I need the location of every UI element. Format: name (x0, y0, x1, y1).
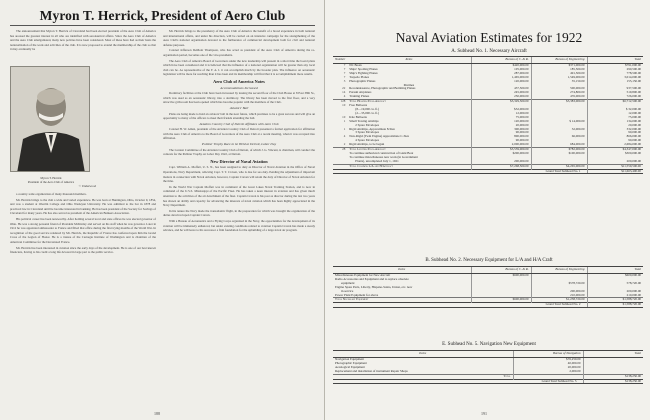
row-eng: $578,720.00 (531, 282, 587, 286)
table-header-cell: Total (587, 267, 643, 274)
row-total: $300,000.00 (587, 152, 643, 156)
table-b-title: B. Subhead No. 2. Necessary Equipment for L/A and H/A Craft (425, 258, 553, 263)
table-header-cell: Bureau of Navigation (513, 351, 583, 358)
row-eng: 185,500.00 (531, 68, 587, 72)
row-cr: 12,000.00 (471, 112, 531, 116)
notes-subheading: Pulitzer Trophy Race to be Held at Detroit, Labor Day (201, 142, 277, 147)
row-total: $11,559,500.00 (587, 164, 643, 169)
row-eng: 200,000.00 (531, 290, 587, 294)
row-cr: 120,000.00 (471, 120, 531, 124)
row-number: 7 (343, 74, 346, 79)
row-item: Rigid Airships, Approximate 8-Size (349, 126, 395, 131)
row-total: 726,000.00 (587, 95, 643, 99)
row-total: 200,000.00 (587, 160, 643, 164)
portrait-caption (6, 176, 96, 188)
table-header-cell: Bureau of Engineering (531, 57, 587, 64)
grand-total-value: $1,588,720.00 (587, 303, 643, 308)
row-number: 28 (333, 148, 347, 152)
row-cr: $600,000.00 (471, 274, 531, 278)
row-number: 3 (343, 78, 346, 83)
notes-subheading: Aviation Country Club of Detroit Affiliates with Aero Club (199, 121, 279, 126)
title-rule (10, 25, 315, 26)
table-header-cell: Bureau of Engineering (531, 267, 587, 274)
row-total: 90,000.00 (587, 139, 643, 143)
row-eng: $4,265,000.00 (531, 164, 587, 169)
row-total: 12,000.00 (587, 112, 643, 116)
row-cr: 437,500.00 (471, 87, 531, 91)
row-item: To continue authorized construction of Giant Boat (349, 150, 414, 155)
row-cr: $600,000.00 (471, 298, 531, 303)
row-cr: 90,000.00 (471, 139, 531, 143)
herrick-paragraph: Mr. Herrick brings to the presidency of the Aero Club of America the benefit of a broad experience in both national and international affairs, and under his direction, will be carried on an intensive campaign for the strengthening of the Aero Club's national organization devoted to the furtherance of commercial development both for civil and national defense purposes. (163, 29, 315, 47)
director-paragraph: In the World War Captain Moffett was in command of the Great Lakes Naval Training Station, and is now in command of the U.S.S. Mississippi of the Pacific Fleet. He has taken a keen interest in aviation and has given much attention to the activities of the air detachment of the fleet. Captain Craven is his post as director during the last two years has shown an ability and capacity for advancing the interests of naval aviation which has been highly appreciated in the Navy Department. (163, 184, 315, 208)
row-eng: $ 14,000.00 (531, 120, 587, 124)
grand-total-label: Grand Total Subhead No. 5 (333, 379, 583, 384)
row-eng: $3,383,000.00 (531, 100, 587, 104)
row-item: Training Planes (349, 94, 370, 99)
row-nav: $76,250.00 (513, 358, 583, 362)
row-item: 2 Spare Envelopes (355, 122, 380, 127)
row-eng: 35,150.00 (531, 80, 587, 84)
row-total: $1,588,720.00 (587, 298, 643, 303)
herrick-portrait (10, 66, 90, 172)
row-cr: 20,000.00 (471, 124, 531, 128)
row-item: Miscellaneous Equipment for New Aircraft (335, 273, 391, 277)
row-total: 20,000.00 (587, 124, 643, 128)
row-cr: 245,000.00 (471, 91, 531, 95)
table-a-title: A. Subhead No. 1. Necessary Aircraft (451, 49, 527, 54)
herrick-paragraph: Colonel Jefferson DeMont Thompson, who has acted as president of the Aero Club of America during the re-organization period, becomes one of the vice-presidents. (163, 48, 315, 57)
notes-subheading: Accommodations Increased (220, 85, 258, 90)
table-header-row (333, 351, 643, 358)
row-cr: 2,000,000.00 (471, 143, 531, 147)
row-total: $138,250.00 (583, 374, 643, 379)
row-cr: 75,000.00 (471, 116, 531, 120)
row-total: $600,000.00 (587, 274, 643, 278)
row-total: 200,000.00 (587, 290, 643, 294)
row-item: (8—19,000 cu. ft.) (355, 106, 380, 111)
row-item: Photographic Equipment (335, 360, 367, 365)
row-cr: 105,000.00 (471, 68, 531, 72)
row-number: 10 (342, 103, 346, 108)
row-cr: 1,465,000.00 (471, 76, 531, 80)
table-e (333, 350, 643, 384)
row-number: 7 (343, 66, 346, 71)
row-cr: 200,000.00 (471, 160, 531, 164)
row-cr: $3,329,500.00 (471, 100, 531, 104)
notes-paragraph: Plans are being made to hold an aviators' ball in the near future, which promises to be a great success and will give an opportunity to many of the officers to meet their friends attending the ball. (163, 111, 315, 121)
left-page-number: 188 (154, 411, 160, 416)
row-item: To continue miscellaneous new work (in Government (349, 154, 418, 159)
row-item: Pursuit Airplanes (349, 90, 372, 95)
biography-paragraph: Mr. Herrick has been interested in aviation since the early days of the development. He is one of our best known financiers, having to his credit a long life devoted in large part to the public service. (10, 245, 156, 255)
row-number: 128 (333, 100, 347, 104)
row-item: Rigid Airships, to be begun (349, 142, 385, 147)
row-total: 210,000.00 (587, 294, 643, 298)
row-item: Marines (403, 82, 415, 87)
row-eng: 66,000.00 (531, 135, 587, 139)
table-header-cell: Bureau of C. & R. (471, 267, 531, 274)
table-header-cell: Items (347, 57, 471, 64)
row-item: Photographic Planes (349, 78, 376, 83)
row-item: Reconnaissance, Photographic and Bombing Planes (349, 86, 416, 91)
notes-subheading: Aviators' Ball (229, 105, 249, 110)
notes-paragraph: Dormitory facilities at the Club have been increased by leasing the second floor of the Club House at 8 East 38th St., which was used as an aeronautic library, into a dormitory. The library has been moved to the first floor, and a very attractive grill-room has been opened which has become popular with the members of the Club. (163, 91, 315, 105)
row-cr: $7,268,500.00 (471, 164, 531, 169)
row-total: $791,000.00 (587, 64, 643, 68)
row-total: $4,347,000.00 (587, 148, 643, 152)
table-b (333, 266, 643, 308)
row-item: Plants), uncompleted July 1, 1921 (355, 158, 399, 163)
row-number: 4 (343, 94, 346, 99)
row-item: Total Necessary Equipment (333, 298, 471, 303)
row-item: Power Plant Equipment for above (335, 292, 379, 297)
right-page-title: Naval Aviation Estimates for 1922 (395, 30, 583, 45)
row-item: equipment (341, 280, 355, 285)
row-eng: $782,000.00 (531, 148, 587, 152)
portrait-image (11, 67, 90, 172)
row-item: Small Towing Airships (349, 118, 379, 123)
grand-total-row (333, 379, 643, 384)
table-header-cell: Total (583, 351, 643, 358)
director-heading: New Director of Naval Aviation (210, 158, 268, 164)
row-nav: 2,000.00 (513, 370, 583, 374)
row-total: 332,000.00 (587, 128, 643, 132)
notes-heading: Aero Club of America Notes (213, 78, 265, 84)
table-header-cell: Number (333, 57, 347, 64)
right-page (325, 0, 650, 420)
row-item: Replacement and installation of instrument Repair Shops (335, 368, 408, 373)
director-paragraph: Capt. William A. Moffett, U. S. N., has been assigned to duty as Director of Naval Aviation in the Office of Naval Operations, Navy Department, relieving Capt. T. T. Craven, who is due for sea duty. Pending the adjustment of important matters in connection with Naval Aviation, however, Captain Craven will retain the duty of Director of Naval Aviation for the time. (163, 165, 315, 184)
row-cr: 90,000.00 (471, 131, 531, 135)
grand-total-value: $11,663,400.00 (587, 169, 643, 174)
row-cr: $32,000.00 (471, 108, 531, 112)
intro-column (10, 29, 156, 65)
row-nav: 40,000.00 (513, 362, 583, 366)
row-eng: $371,000.00 (531, 64, 587, 68)
row-total: 3,014,000.00 (587, 76, 643, 80)
row-item: Total Heavier-Than-Aircraft (347, 100, 471, 104)
row-total: $ 32,000.00 (587, 108, 643, 112)
caption-name: Myron T. Herrick (40, 176, 62, 180)
row-item: NC Boats (349, 63, 362, 67)
biography-column (10, 192, 156, 410)
biography-paragraph: His political career has been noteworthy. After holding several local and state offices he was elected governor of Ohio. He was a strong personal friend of President McKinley and served on his staff when he was governor. Later in 1912 he was appointed ambassador to France and filled that office during the first trying months of the World War. In recognition of the good service rendered by Mr. Herrick, the Republic of France has conferred upon him the Grand Cross of the Legion of Honor. He is a trustee of the Carnegie Institute of Washington and is chairman of the American Committee for the Devastated France. (10, 216, 156, 244)
row-total: 90,000.00 (587, 131, 643, 135)
director-paragraph: With a Bureau of Aeronautics and a Flying Corps organized in the Navy, the opportunities for the development of its aviation will be immensely enhanced, but under existing conditions related to aviation Captain Craven has made a steady advance, and he will leave to his successor a firm foundation for the upbuilding of a large naval air program. (163, 218, 315, 233)
row-item: Non-Rigid (Twin Engine) Approximate C-Size (349, 134, 410, 139)
row-item: Total Columns L/A and H/A Craft (347, 164, 471, 169)
row-total: 2,684,000.00 (587, 143, 643, 147)
row-cr: 300,000.00 (471, 128, 531, 132)
row-eng: 500,000.00 (531, 87, 587, 91)
grand-total-row (333, 303, 643, 308)
notes-paragraph: The Contest Committee of the Aviation Country Club of Detroit, of which J. G. Vincent, is chairman, will conduct the contests for the Pulitzer Trophy on Labor Day 1922, at Detroit. (163, 147, 315, 157)
table-header-cell: Bureau of C. & R. (471, 57, 531, 64)
row-number: 1 (343, 118, 346, 123)
row-item: Aerological Equipment (335, 364, 365, 369)
right-column (163, 29, 315, 410)
row-item: 3 Spare Envelopes (355, 130, 380, 135)
row-total: 290,500.00 (587, 68, 643, 72)
row-item: Torpedo Planes (349, 74, 369, 79)
row-eng: 476,000.00 (531, 95, 587, 99)
table-header-cell: Items (333, 351, 513, 358)
row-number: 4 (343, 134, 346, 139)
right-page-number: 191 (481, 411, 487, 416)
row-item: Ships' Spotting Planes (349, 66, 378, 71)
row-item: Engine Spare Parts, Liberty, Hispano-Suiza, Union, etc. now (335, 284, 413, 289)
row-eng: 274,800.00 (531, 91, 587, 95)
row-number: 7 (343, 70, 346, 75)
row-number: 2 (343, 142, 346, 147)
row-item: Navigation Equipment (335, 357, 364, 361)
notes-paragraph: Colonel H. W. Alden, president of the Aviation Country Club of Detroit presented a formal application for affiliation with the Aero Club of America to the Board of Governors of the Aero Club at a recent meeting, when it was accepted into affiliation. (163, 127, 315, 141)
row-total: $6,712,500.00 (587, 100, 643, 104)
row-eng: 491,500.00 (531, 72, 587, 76)
row-cr: 287,000.00 (471, 72, 531, 76)
row-item: Kite Balloons (349, 114, 367, 119)
row-cr: 800,000.00 (471, 135, 531, 139)
row-eng: 210,000.00 (531, 294, 587, 298)
row-total: 578,720.00 (587, 282, 643, 286)
row-total: 75,000.00 (587, 116, 643, 120)
table-header-cell: Total (587, 57, 643, 64)
intro-paragraph: The announcement that Myron T. Herrick of Cleveland had been elected president of the Aero Club of America has aroused the greatest interest in all who are identified with aeronautical affairs. Since the Aero Club of America and the Aero Club amalgamated, many new policies have been considered. Most of these have had as their basis the nationalization of the work and activities of the club. It is now proposed to extend the membership of the club so that it may eventually be (10, 29, 156, 52)
row-cr: $200,000.00 (471, 152, 531, 156)
row-total: 778,500.00 (587, 72, 643, 76)
row-total: 155,150.00 (587, 80, 643, 84)
row-number: 1 (343, 126, 346, 131)
herrick-paragraph: The Aero Club of America Board of Governors under the new leadership will present in a short time the board plans which have been considered and it is believed that the influence of a national organization will be greater than any local club can be. As representative of the F. A. I. it can accomplish much by the broader plan. The influence on aeronautic legislation will be more far reaching than it has been and its membership will find that it is accomplishment more results. (163, 58, 315, 77)
row-item: in service (341, 288, 354, 293)
caption-credit: © Underwood (78, 184, 96, 188)
grand-total-row (333, 169, 643, 174)
row-cr: $3,539,000.00 (471, 148, 531, 152)
row-item: Free Balloons (349, 103, 368, 108)
biography-paragraph: a country-wide organization of many thousand members. (16, 192, 87, 196)
row-eng: $1,238,720.00 (531, 298, 587, 303)
table-header-row (333, 57, 643, 64)
left-page-title: Myron T. Herrick, President of Aero Club (39, 8, 286, 23)
row-eng: 32,000.00 (531, 128, 587, 132)
row-item: Total Lighter-Than-Aircraft (347, 148, 471, 152)
grand-total-label: Grand Total Subhead No. 1 (333, 169, 587, 174)
table-header-cell: Items (333, 267, 471, 274)
row-cr: 250,000.00 (471, 95, 531, 99)
row-item: Total (333, 374, 513, 379)
row-item: 4 Spare Envelopes (355, 138, 380, 143)
row-number: 14 (342, 90, 346, 95)
row-item: (2—35,000 cu. ft.) (355, 110, 380, 115)
row-total: 519,800.00 (587, 91, 643, 95)
row-total: 134,000.00 (587, 120, 643, 124)
row-total: 866,000.00 (587, 135, 643, 139)
director-paragraph: In his tenure the Navy made the transatlantic flight, in the preparation for which was brought the organization of the duties devolved upon Captain Craven. (163, 208, 315, 218)
row-number: 22 (342, 86, 346, 91)
row-eng: $100,000.00 (531, 152, 587, 156)
table-a (333, 56, 643, 174)
biography-paragraph: Mr. Herrick brings to the club a wide and varied experience. He was born at Huntington, Ohio, October 9, 1854, and was a student at Oberlin College and Ohio Wesleyan University. He was admitted to the bar in 1878 and practiced law in Cleveland until he became interested in banking. He has been president of the Society for Savings of Cleveland for many years. He has also served as president of the American Bankers Association. (10, 197, 156, 216)
row-eng: 1,549,000.00 (531, 76, 587, 80)
row-item: Ship's Fighting Planes (349, 70, 378, 75)
grand-total-label: Grand Total Subhead No. 2 (333, 303, 587, 308)
row-nav: 20,000.00 (513, 366, 583, 370)
row-cr: 120,000.00 (471, 80, 531, 84)
grand-total-value: $138,250.00 (583, 379, 643, 384)
row-number: 10 (342, 114, 346, 119)
row-eng: 684,000.00 (531, 143, 587, 147)
table-e-title: E. Subhead No. 5. Navigation New Equipment (442, 342, 536, 347)
row-total: 937,500.00 (587, 87, 643, 91)
caption-role: President of the Aero Club of America (27, 180, 75, 184)
row-number: 7 (343, 63, 346, 67)
row-cr: $420,000.00 (471, 64, 531, 68)
row-item: Radio Accessories and Equipment and to replace obsolete (335, 276, 409, 281)
